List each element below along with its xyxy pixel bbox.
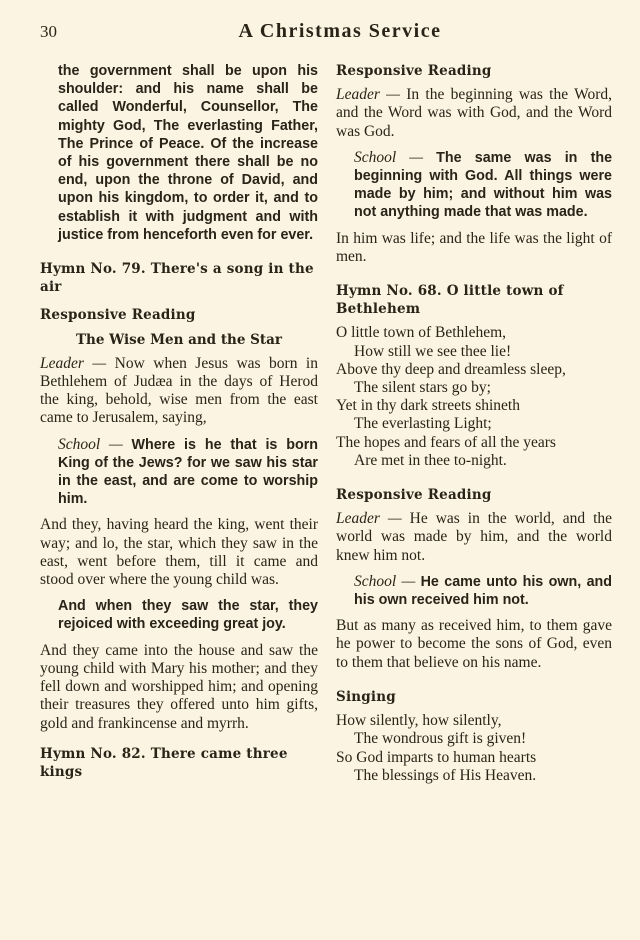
school-text: Where is he that is born King of the Jews? for we saw his star in the east, and are come to worship him. bbox=[58, 436, 318, 508]
paragraph-went-their-way: And they, having heard the king, went their way; and lo, the star, which they saw in the east, went before them, till it came and stood over where the young child was. bbox=[40, 516, 318, 589]
verse-line: Are met in thee to-night. bbox=[354, 451, 507, 469]
page-number: 30 bbox=[40, 22, 57, 41]
leader-text-1: In the beginning was the Word, and the Word was with God, and the Word was God. bbox=[336, 86, 613, 140]
verse-bethlehem bbox=[336, 324, 612, 470]
school-label: School — bbox=[58, 435, 123, 453]
wise-men-subheading: The Wise Men and the Star bbox=[75, 331, 283, 348]
verse-line: How silently, how silently, bbox=[336, 712, 502, 730]
verse-line: The everlasting Light; bbox=[354, 415, 492, 433]
right-column bbox=[336, 62, 612, 789]
verse-line: The silent stars go by; bbox=[354, 379, 491, 397]
leader-label-1: Leader — bbox=[336, 86, 400, 104]
school-text-1: The same was in the beginning with God. All things were made by him; and without him was not anything made that was made. bbox=[354, 149, 613, 221]
verse-line: Above thy deep and dreamless sleep, bbox=[336, 360, 566, 378]
school-text-2: He came unto his own, and his own received him not. bbox=[354, 573, 613, 609]
running-head: A Christmas Service bbox=[238, 20, 442, 42]
verse-line: Yet in thy dark streets shineth bbox=[336, 397, 520, 415]
paragraph-gifts: And they came into the house and saw the young child with Mary his mother; and they fell down and worshipped him; and opening their treasures they offered unto him gifts, gold and frankincense and myrrh. bbox=[40, 641, 318, 732]
opening-paragraph: the government shall be upon his shoulder: and his name shall be called Wonderful, Counsellor, The mighty God, The everlasting Father, The Prince of Peace. Of the increase of his government there shall be no end, upon the throne of David, and upon his kingdom, to order it, and to establish it with judgment and with justice from henceforth even for ever. bbox=[58, 63, 318, 243]
responsive-reading-heading: Responsive Reading bbox=[40, 307, 196, 324]
hymn-79-heading: Hymn No. 79. There's a song in the air bbox=[40, 261, 314, 296]
singing-heading: Singing bbox=[336, 688, 396, 705]
paragraph-sons-of-god: But as many as received him, to them gave he power to become the sons of God, even to them that believe on his name. bbox=[336, 617, 612, 671]
verse-line: The hopes and fears of all the years bbox=[336, 433, 556, 451]
responsive-reading-heading-1: Responsive Reading bbox=[336, 63, 492, 79]
verse-line: So God imparts to human hearts bbox=[336, 748, 537, 766]
rejoiced-line: And when they saw the star, they rejoiced with exceeding great joy. bbox=[58, 598, 318, 633]
hymn-82-heading: Hymn No. 82. There came three kings bbox=[40, 745, 288, 780]
verse-line: O little town of Bethlehem, bbox=[336, 324, 507, 342]
school-paragraph-2 bbox=[336, 573, 612, 609]
school-label-2: School — bbox=[354, 572, 416, 590]
verse-silently bbox=[336, 712, 612, 785]
responsive-reading-heading-2: Responsive Reading bbox=[336, 487, 492, 504]
school-label-1: School — bbox=[354, 148, 424, 166]
leader-paragraph bbox=[40, 355, 318, 428]
verse-line: The blessings of His Heaven. bbox=[354, 766, 537, 784]
leader-text: Now when Jesus was born in Bethlehem of Judæa in the days of Herod the king, behold, wise men from the east came to Jerusalem, saying, bbox=[40, 354, 318, 427]
school-paragraph bbox=[40, 436, 318, 509]
leader-label: Leader — bbox=[40, 354, 107, 372]
leader-paragraph-2 bbox=[336, 510, 612, 565]
hymn-68-heading: Hymn No. 68. O little town of Bethlehem bbox=[336, 283, 564, 318]
leader-paragraph-1 bbox=[336, 86, 612, 141]
verse-line: The wondrous gift is given! bbox=[354, 730, 527, 748]
school-paragraph-1 bbox=[336, 149, 612, 222]
paragraph-life: In him was life; and the life was the light of men. bbox=[336, 229, 612, 265]
leader-label-2: Leader — bbox=[336, 510, 402, 528]
left-column bbox=[40, 62, 318, 787]
leader-text-2: He was in the world, and the world was made by him, and the world knew him not. bbox=[336, 510, 613, 564]
verse-line: How still we see thee lie! bbox=[354, 342, 512, 360]
